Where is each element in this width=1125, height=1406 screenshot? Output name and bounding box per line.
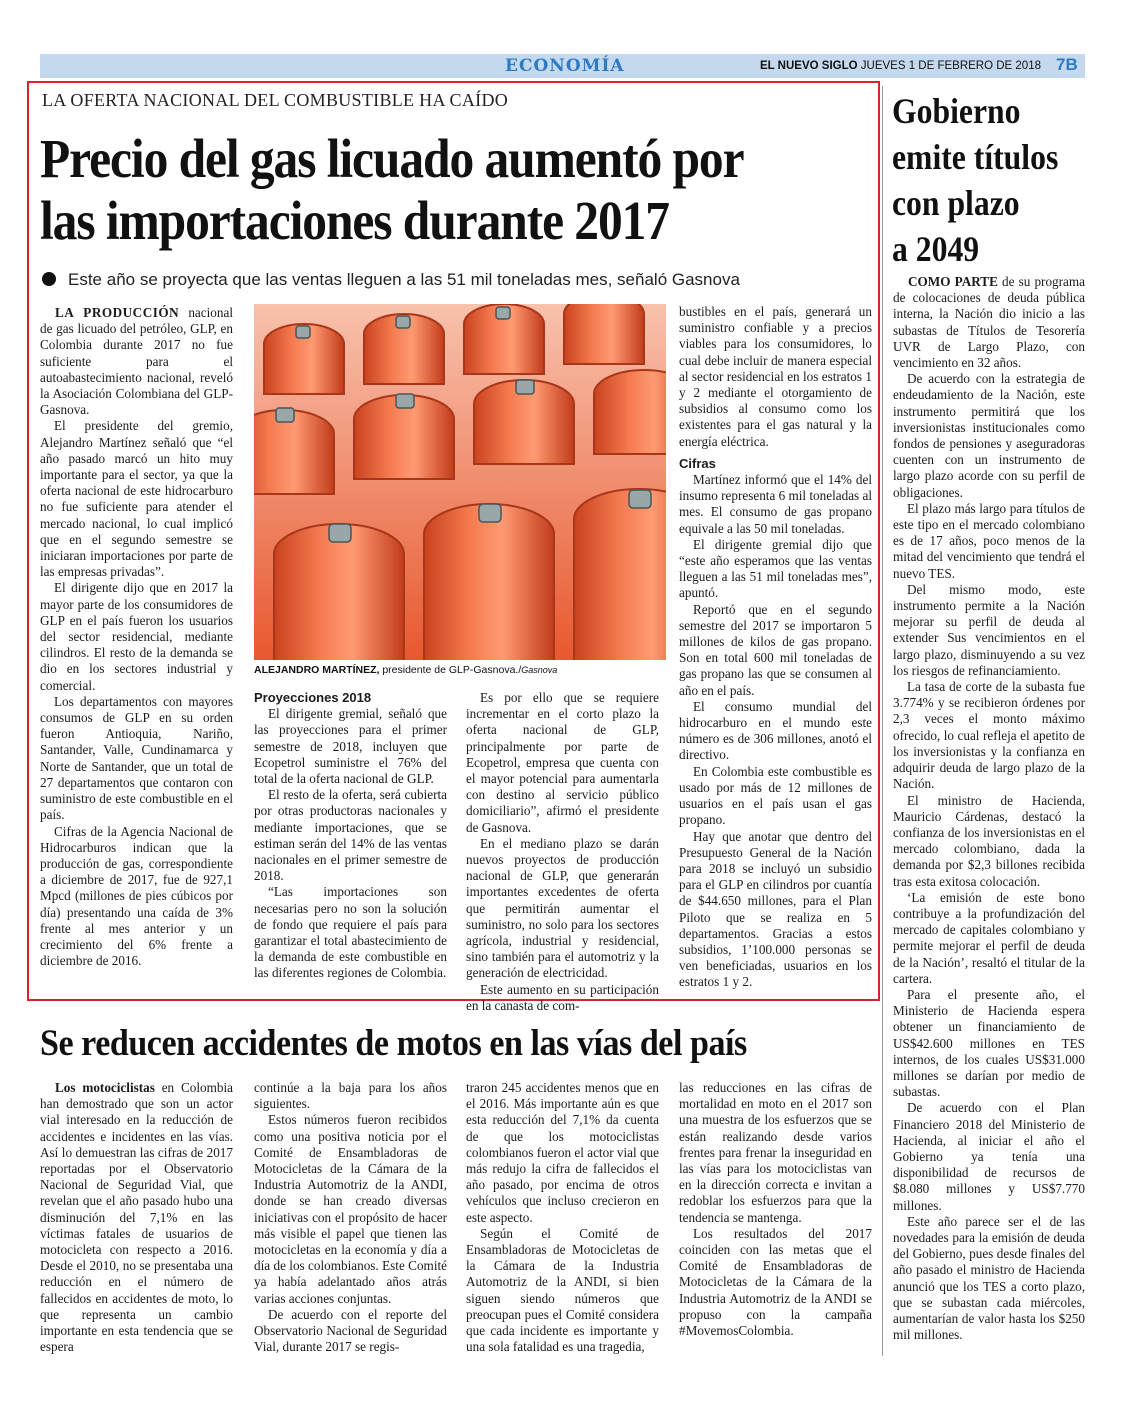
main-article-col-3 — [466, 690, 659, 1014]
side-headline — [892, 88, 1068, 272]
lead-in: COMO PARTE — [908, 274, 998, 289]
paragraph: Cifras de la Agencia Nacional de Hidrocarburos indican que la producción de gas, correspondiente a diciembre de 2017, fue de 927,1 Mpcd (millones de pies cúbicos por día) presentando una caída de 3% frente al mes anterior y un crecimiento del 6% frente a diciembre de 2016. — [40, 823, 233, 969]
side-headline-line: Gobierno — [892, 91, 1021, 131]
side-article-body — [893, 274, 1085, 1343]
side-headline-line: con plazo — [892, 183, 1020, 223]
paragraph: De acuerdo con la estrategia de endeudamiento de la Nación, este instrumento permitirá que los inversionistas institucionales como fondos de pensiones y aseguradoras cuenten con un instrumento de largo plazo acorde con su perfil de obligaciones. — [893, 371, 1085, 500]
paragraph: Martínez informó que el 14% del insumo representa 6 mil toneladas al mes. El consumo de gas propano equivale a las 50 mil toneladas. — [679, 472, 872, 536]
lead-text: nacional de gas licuado del petróleo, GLP, en Colombia durante 2017 no fue suficiente para el autoabastecimiento nacional, reveló la Asociación Colombiana del GLP-Gasnova. — [40, 305, 234, 418]
paragraph: Estos números fueron recibidos como una positiva noticia por el Comité de Ensambladoras de Motocicletas de la Cámara de la Industria Automotriz de la ANDI, donde se han creado diversas iniciativas con el propósito de hacer más visible el papel que tienen las motocicletas en la economía y día a día de los colombianos. Este Comité ya había adelantado años atrás varias acciones conjuntas. — [254, 1112, 447, 1306]
paragraph: Del mismo modo, este instrumento permite a la Nación mejorar su perfil de deuda al extender Sus vencimientos en el largo plazo, disminuyendo a su vez los riesgos de refinanciamiento. — [893, 581, 1085, 678]
bottom-article-col-2 — [254, 1080, 447, 1355]
paragraph — [40, 1080, 233, 1355]
paragraph: las reducciones en las cifras de mortalidad en moto en el 2017 son una muestra de los esfuerzos que se están realizando desde varios frentes para frenar la inseguridad en las vías para los motociclistas van en la dirección correcta e invitan a redoblar los esfuerzos para que la tendencia se mantenga. — [679, 1080, 872, 1225]
paragraph — [40, 305, 233, 418]
paper-name: EL NUEVO SIGLO — [760, 60, 858, 72]
article-subhead — [42, 270, 740, 290]
paragraph: Los resultados del 2017 coinciden con las metas que el Comité de Ensambladoras de Motocicletas de la Cámara de la Industria Automotriz de la ANDI se propuso con la campaña #MovemosColombia. — [679, 1225, 872, 1339]
paragraph: Es por ello que se requiere incrementar en el corto plazo la oferta nacional de GLP, principalmente por parte de Ecopetrol, empresa que cuenta con el mayor potencial para aumentarla con destino al servicio público domiciliario”, afirmó el presidente de Gasnova. — [466, 690, 659, 835]
caption-credit: Gasnova — [521, 665, 558, 675]
paragraph: La tasa de corte de la subasta fue 3.774% y se recibieron órdenes por 2,3 veces el monto máximo ofrecido, lo cual refleja el apetito de los inversionistas y la confianza en adquirir deuda de largo plazo de la Nación. — [893, 679, 1085, 792]
caption-text: presidente de GLP-Gasnova./ — [379, 664, 522, 676]
paragraph: bustibles en el país, generará un suministro confiable y a precios viables para los consumidores, lo cual debe incluir de manera especial al sector residencial en los estratos 1 y 2 mediante el otorgamiento de subsidios al consumo como los existentes para el gas natural y la energía eléctrica. — [679, 304, 872, 449]
main-headline-line-1: Precio del gas licuado aumentó por — [40, 128, 744, 189]
gas-cylinders-photo — [254, 304, 666, 660]
paragraph: En Colombia este combustible es usado por más de 12 millones de usuarios en el país usan el gas propano. — [679, 763, 872, 828]
paragraph: El presidente del gremio, Alejandro Martínez señaló que “el año pasado marcó un hito muy importante para el sector, ya que la oferta nacional de este hidrocarburo no fue suficiente para atender el mercado nacional, lo cual implicó que en el segundo semestre se iniciaran importaciones por parte de las empresas privadas”. — [40, 418, 233, 580]
paragraph: En el mediano plazo se darán nuevos proyectos de producción nacional de GLP, que generarán importantes excedentes de oferta que permitirán aumentar el suministro, no solo para los sectores agrícola, industrial y residencial, sino también para el automotriz y la generación de electricidad. — [466, 835, 659, 981]
section-name: ECONOMÍA — [505, 56, 625, 76]
paragraph: De acuerdo con el Plan Financiero 2018 del Ministerio de Hacienda, al iniciar el año el Gobierno ya tenía una disponibilidad de recursos de $8.080 millones y US$7.770 millones. — [893, 1100, 1085, 1213]
gas-cylinder-icon — [254, 304, 666, 660]
paragraph: Reportó que en el segundo semestre del 2017 se importaron 5 millones de kilos de gas propano. Son en total 600 mil toneladas de gas propano las que se consumen al año en el país. — [679, 601, 872, 698]
subhead-text: Este año se proyecta que las ventas lleguen a las 51 mil toneladas mes, señaló Gasnova — [68, 270, 740, 289]
dateline — [760, 60, 1041, 72]
paragraph: El dirigente dijo que en 2017 la mayor parte de los consumidores de GLP en el país fueron los usuarios del sector residencial, mediante cilindros. El resto de la demanda se dio en los sectores industrial y comercial. — [40, 580, 233, 693]
paragraph: Hay que anotar que dentro del Presupuesto General de la Nación para 2018 se incluyó un subsidio para el GLP en cilindros por cuantía de $44.650 millones, para el Plan Piloto que se realiza en 5 departamentos. Gracias a estos subsidios, 1’100.000 personas se ven beneficiadas, usuarios en los estratos 1 y 2. — [679, 828, 872, 990]
paragraph: Para el presente año, el Ministerio de Hacienda espera obtener un financiamiento de US$42.600 millones en TES internos, de los cuales US$31.000 millones se darían por medio de subastas. — [893, 986, 1085, 1100]
paragraph: El resto de la oferta, será cubierta por otras productoras nacionales y mediante importaciones, que se estiman serán del 14% de las ventas nacionales en el primer semestre de 2018. — [254, 787, 447, 884]
paragraph: “Las importaciones son necesarias pero no son la solución de fondo que requiere el país para garantizar el total abastecimiento de la demanda de este combustible en las diferentes regiones de Colombia. — [254, 884, 447, 981]
paragraph: El ministro de Hacienda, Mauricio Cárdenas, destacó la confianza de los inversionistas en el mercado colombiano, dada la demanda por $2,3 billones recibida tras esta exitosa colocación. — [893, 792, 1085, 889]
main-article-col-4 — [679, 304, 872, 991]
paragraph: De acuerdo con el reporte del Observatorio Nacional de Seguridad Vial, durante 2017 se regis- — [254, 1306, 447, 1355]
paragraph: El plazo más largo para títulos de este tipo en el mercado colombiano es de 17 años, poco menos de la mitad del vencimiento que tendrá el nuevo TES. — [893, 500, 1085, 581]
paragraph: Los departamentos con mayores consumos de GLP en su orden fueron Antioquia, Nariño, Santander, Valle, Cundinamarca y Norte de Santander, que un total de 27 departamentos que contaron con suministro de este combustible en el país. — [40, 693, 233, 823]
main-headline — [40, 128, 787, 252]
subtitle: Cifras — [679, 455, 716, 471]
caption-name: ALEJANDRO MARTÍNEZ, — [254, 664, 380, 676]
column-rule — [882, 86, 883, 1356]
paragraph: traron 245 accidentes menos que en el 2016. Más importante aún es que esta reducción del 7,1% da cuenta de que los motociclistas colombianos fueron el actor vial que más redujo la cifra de fallecidos el año pasado, por encima de otros vehículos que incluso crecieron en este aspecto. — [466, 1080, 659, 1225]
photo-caption — [254, 664, 674, 676]
main-article-col-2 — [254, 690, 447, 982]
paragraph: ‘La emisión de este bono contribuye a la profundización del mercado de capitales colombiano y permite mejorar el perfil de deuda de la Nación’, resaltó el titular de la cartera. — [893, 889, 1085, 986]
side-headline-line: a 2049 — [892, 229, 980, 269]
paragraph: El dirigente gremial dijo que “este año esperamos que las ventas lleguen a las 51 mil toneladas mes”, apuntó. — [679, 536, 872, 601]
bottom-headline: Se reducen accidentes de motos en las vías del país — [40, 1023, 747, 1064]
paragraph: Este aumento en su participación en la canasta de com- — [466, 981, 659, 1013]
issue-date: JUEVES 1 DE FEBRERO DE 2018 — [857, 60, 1041, 72]
paragraph: Según el Comité de Ensambladoras de Motocicletas de la Cámara de la Industria Automotriz de la ANDI, si bien siguen siendo números que preocupan pues el Comité considera que cada incidente es importante y una sola fatalidad es una tragedia, — [466, 1225, 659, 1355]
lead-text: en Colombia han demostrado que son un actor vial interesado en la reducción de accidentes e incidentes en las vías. Así lo demuestran las cifras de 2017 reportadas por el Observatorio Nacional de Seguridad Vial, que revelan que el año pasado hubo una disminución del 7,1% en las víctimas fatales de usuarios de motocicleta con respecto a 2016. Desde el 2010, no se presentaba una reducción en el número de fallecidos en accidentes de moto, lo que representa un cambio importante en esta tendencia que se espera — [40, 1080, 233, 1355]
lead-text: de su programa de colocaciones de deuda pública interna, la Nación dio inicio a las subastas de Títulos de Tesorería UVR de Largo Plazo, con vencimiento en 32 años. — [893, 274, 1085, 371]
paragraph — [893, 274, 1085, 371]
bottom-article-col-1 — [40, 1080, 233, 1355]
lead-in: Los motociclistas — [55, 1080, 155, 1095]
article-kicker: LA OFERTA NACIONAL DEL COMBUSTIBLE HA CAÍDO — [42, 90, 509, 110]
main-headline-line-2: las importaciones durante 2017 — [40, 190, 669, 251]
bottom-article-col-3 — [466, 1080, 659, 1355]
side-headline-line: emite títulos — [892, 137, 1059, 177]
lead-in: LA PRODUCCIÓN — [55, 305, 180, 320]
bullet-icon — [42, 272, 56, 286]
page-number: 7B — [1056, 55, 1078, 74]
paragraph: Este año parece ser el de las novedades para la emisión de deuda del Gobierno, pues desde finales del año pasado el ministro de Hacienda anunció que los TES a corto plazo, que se subastan cada miércoles, aumentarían de valor hasta los $250 mil millones. — [893, 1213, 1085, 1343]
subtitle: Proyecciones 2018 — [254, 690, 372, 705]
main-article-col-1 — [40, 305, 233, 969]
bottom-article-col-4 — [679, 1080, 872, 1339]
paragraph: continúe a la baja para los años siguientes. — [254, 1080, 447, 1112]
paragraph: El consumo mundial del hidrocarburo en el mundo este número es de 306 millones, anotó el directivo. — [679, 698, 872, 763]
paragraph: El dirigente gremial, señaló que las proyecciones para el primer semestre de 2018, incluyen que Ecopetrol suministre el 76% del total de la oferta nacional de GLP. — [254, 706, 447, 787]
